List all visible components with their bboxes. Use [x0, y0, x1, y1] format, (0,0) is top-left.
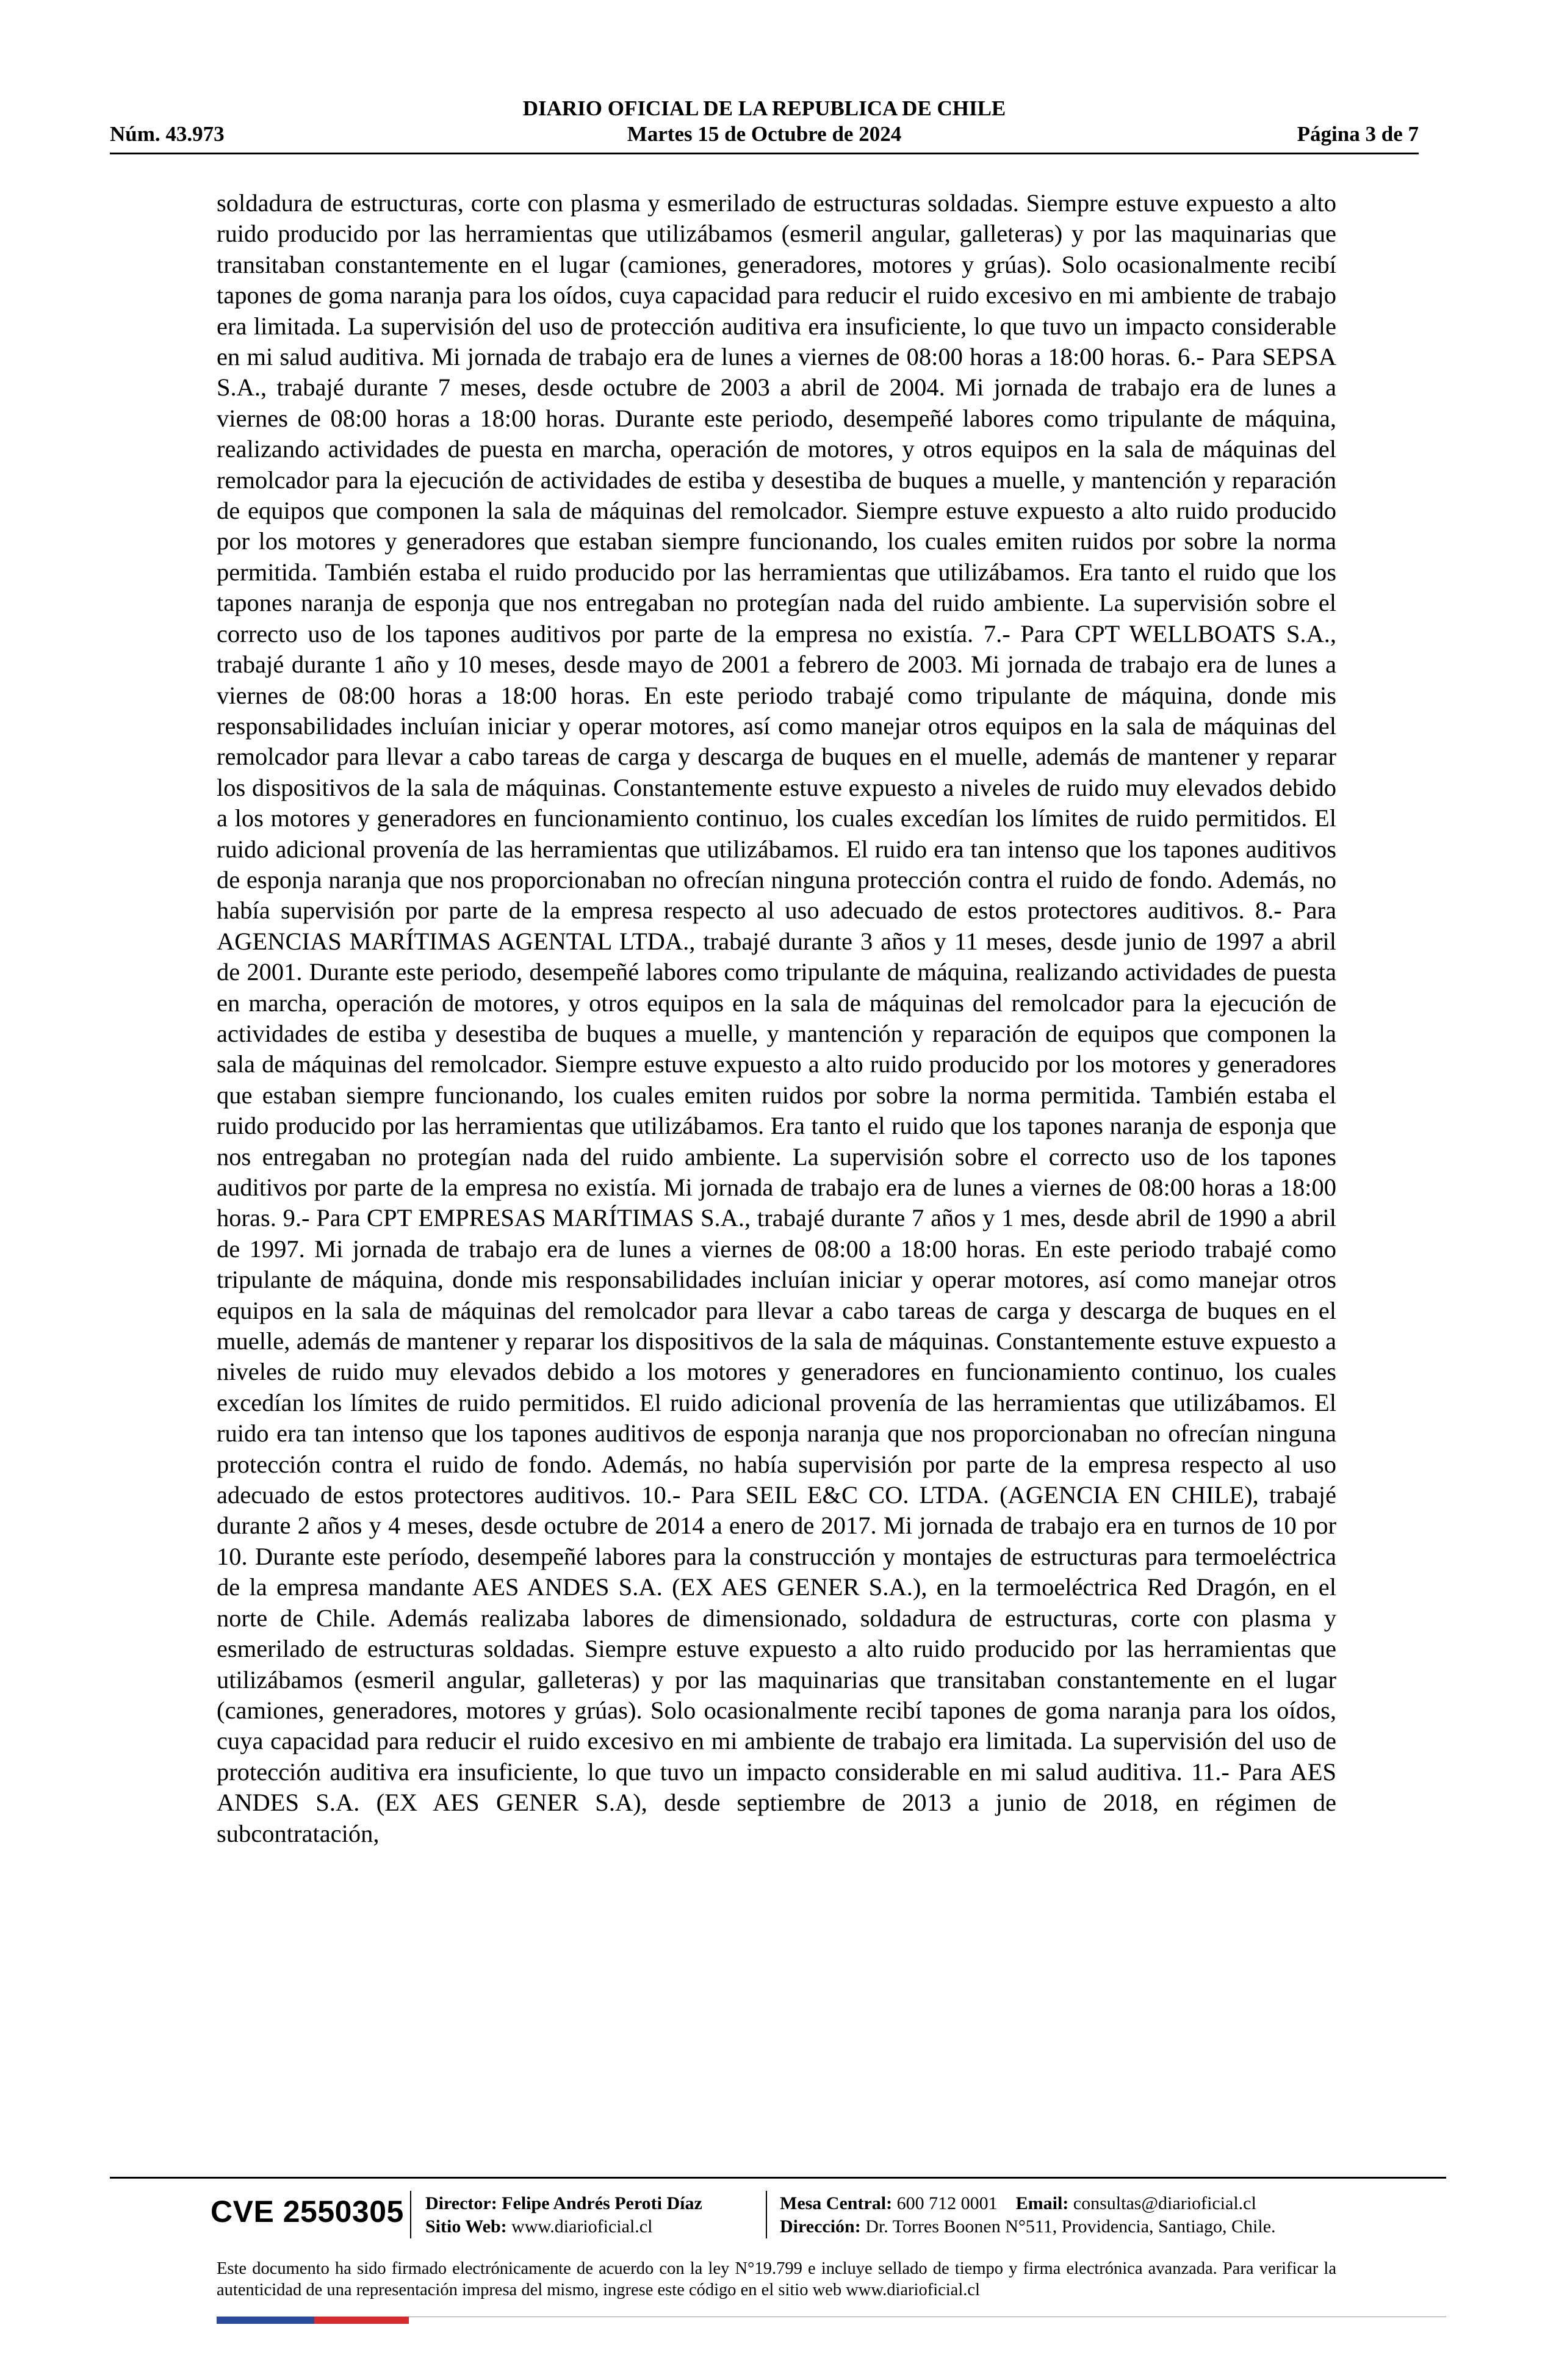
- issue-date: Martes 15 de Octubre de 2024: [627, 122, 902, 146]
- page-header: [110, 92, 1419, 159]
- flag-blue-stripe: [217, 2317, 314, 2324]
- director-name: Felipe Andrés Peroti Díaz: [502, 2193, 702, 2213]
- legal-notice: Este documento ha sido firmado electrónicamente de acuerdo con la ley N°19.799 e incluye sellado de tiempo y firma electrónica avanzada. Para verificar la autenticidad de una representación impresa del mismo, ingrese este código en el sitio web www.diarioficial.cl: [217, 2259, 1336, 2299]
- mesa-label: Mesa Central:: [780, 2193, 893, 2213]
- publication-title: DIARIO OFICIAL DE LA REPUBLICA DE CHILE: [522, 96, 1006, 120]
- footer-divider: [110, 2177, 1446, 2179]
- flag-red-stripe: [314, 2317, 409, 2324]
- website-label: Sitio Web:: [425, 2216, 507, 2237]
- header-divider: [110, 153, 1419, 154]
- page-number: Página 3 de 7: [1297, 122, 1419, 146]
- footer-separator: [766, 2191, 767, 2238]
- address-label: Dirección:: [780, 2216, 861, 2237]
- footer-separator: [410, 2191, 411, 2238]
- flag-stripe: [217, 2317, 409, 2324]
- body-paragraph: soldadura de estructuras, corte con plasma y esmerilado de estructuras soldadas. Siempre estuve expuesto a alto ruido producido por las herramientas que utilizábamos (esmeril angular, galleteras) y por las maquinarias que transitaban constantemente en el lugar (camiones, generadores, motores y grúas). Solo ocasionalmente recibí tapones de goma naranja para los oídos, cuya capacidad para reducir el ruido excesivo en mi ambiente de trabajo era limitada. La supervisión del uso de protección auditiva era insuficiente, lo que tuvo un impacto considerable en mi salud auditiva. Mi jornada de trabajo era de lunes a viernes de 08:00 horas a 18:00 horas. 6.- Para SEPSA S.A., trabajé durante 7 meses, desde octubre de 2003 a abril de 2004. Mi jornada de trabajo era de lunes a viernes de 08:00 horas a 18:00 horas. Durante este periodo, desempeñé labores como tripulante de máquina, realizando actividades de puesta en marcha, operación de motores, y otros equipos en la sala de máquinas del remolcador para la ejecución de actividades de estiba y desestiba de buques a muelle, y mantención y reparación de equipos que componen la sala de máquinas del remolcador. Siempre estuve expuesto a alto ruido producido por los motores y generadores que estaban siempre funcionando, los cuales emiten ruidos por sobre la norma permitida. También estaba el ruido producido por las herramientas que utilizábamos. Era tanto el ruido que los tapones naranja de esponja que nos entregaban no protegían nada del ruido ambiente. La supervisión sobre el correcto uso de los tapones auditivos por parte de la empresa no existía. 7.- Para CPT WELLBOATS S.A., trabajé durante 1 año y 10 meses, desde mayo de 2001 a febrero de 2003. Mi jornada de trabajo era de lunes a viernes de 08:00 horas a 18:00 horas. En este periodo trabajé como tripulante de máquina, donde mis responsabilidades incluían iniciar y operar motores, así como manejar otros equipos en la sala de máquinas del remolcador para llevar a cabo tareas de carga y descarga de buques en el muelle, además de mantener y reparar los dispositivos de la sala de máquinas. Constantemente estuve expuesto a niveles de ruido muy elevados debido a los motores y generadores en funcionamiento continuo, los cuales excedían los límites de ruido permitidos. El ruido adicional provenía de las herramientas que utilizábamos. El ruido era tan intenso que los tapones auditivos de esponja naranja que nos proporcionaban no ofrecían ninguna protección contra el ruido de fondo. Además, no había supervisión por parte de la empresa respecto al uso adecuado de estos protectores auditivos. 8.- Para AGENCIAS MARÍTIMAS AGENTAL LTDA., trabajé durante 3 años y 11 meses, desde junio de 1997 a abril de 2001. Durante este periodo, desempeñé labores como tripulante de máquina, realizando actividades de puesta en marcha, operación de motores, y otros equipos en la sala de máquinas del remolcador para la ejecución de actividades de estiba y desestiba de buques a muelle, y mantención y reparación de equipos que componen la sala de máquinas del remolcador. Siempre estuve expuesto a alto ruido producido por los motores y generadores que estaban siempre funcionando, los cuales emiten ruidos por sobre la norma permitida. También estaba el ruido producido por las herramientas que utilizábamos. Era tanto el ruido que los tapones naranja de esponja que nos entregaban no protegían nada del ruido ambiente. La supervisión sobre el correcto uso de los tapones auditivos por parte de la empresa no existía. Mi jornada de trabajo era de lunes a viernes de 08:00 horas a 18:00 horas. 9.- Para CPT EMPRESAS MARÍTIMAS S.A., trabajé durante 7 años y 1 mes, desde abril de 1990 a abril de 1997. Mi jornada de trabajo era de lunes a viernes de 08:00 a 18:00 horas. En este periodo trabajé como tripulante de máquina, donde mis responsabilidades incluían iniciar y operar motores, así como manejar otros equipos en la sala de máquinas del remolcador para llevar a cabo tareas de carga y descarga de buques en el muelle, además de mantener y reparar los dispositivos de la sala de máquinas. Constantemente estuve expuesto a niveles de ruido muy elevados debido a los motores y generadores en funcionamiento continuo, los cuales excedían los límites de ruido permitidos. El ruido adicional provenía de las herramientas que utilizábamos. El ruido era tan intenso que los tapones auditivos de esponja naranja que nos proporcionaban no ofrecían ninguna protección contra el ruido de fondo. Además, no había supervisión por parte de la empresa respecto al uso adecuado de estos protectores auditivos. 10.- Para SEIL E&C CO. LTDA. (AGENCIA EN CHILE), trabajé durante 2 años y 4 meses, desde octubre de 2014 a enero de 2017. Mi jornada de trabajo era en turnos de 10 por 10. Durante este período, desempeñé labores para la construcción y montajes de estructuras para termoeléctrica de la empresa mandante AES ANDES S.A. (EX AES GENER S.A.), en la termoeléctrica Red Dragón, en el norte de Chile. Además realizaba labores de dimensionado, soldadura de estructuras, corte con plasma y esmerilado de estructuras soldadas. Siempre estuve expuesto a alto ruido producido por las herramientas que utilizábamos (esmeril angular, galleteras) y por las maquinarias que transitaban constantemente en el lugar (camiones, generadores, motores y grúas). Solo ocasionalmente recibí tapones de goma naranja para los oídos, cuya capacidad para reducir el ruido excesivo en mi ambiente de trabajo era limitada. La supervisión del uso de protección auditiva era insuficiente, lo que tuvo un impacto considerable en mi salud auditiva. 11.- Para AES ANDES S.A. (EX AES GENER S.A), desde septiembre de 2013 a junio de 2018, en régimen de subcontratación,: [217, 189, 1336, 1847]
- email-label: Email:: [1015, 2193, 1069, 2213]
- email-link[interactable]: consultas@diarioficial.cl: [1073, 2193, 1256, 2213]
- cve-code: CVE 2550305: [211, 2194, 404, 2229]
- website-link[interactable]: www.diarioficial.cl: [511, 2216, 653, 2237]
- address-value: Dr. Torres Boonen N°511, Providencia, Santiago, Chile.: [865, 2216, 1276, 2237]
- director-label: Director:: [425, 2193, 497, 2213]
- footer-contact-block: [780, 2192, 1276, 2238]
- issue-number: Núm. 43.973: [110, 122, 225, 146]
- mesa-phone: 600 712 0001: [896, 2193, 998, 2213]
- footer-director-block: [425, 2192, 702, 2238]
